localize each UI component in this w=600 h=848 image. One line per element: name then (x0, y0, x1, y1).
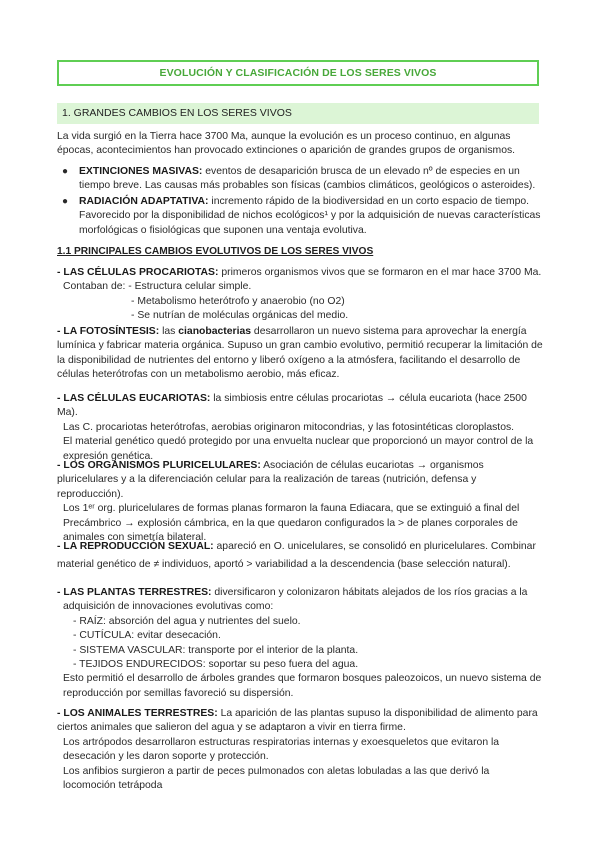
section-heading: 1. GRANDES CAMBIOS EN LOS SERES VIVOS (57, 103, 539, 124)
bullet-icon: ● (62, 166, 69, 177)
block-reproduccion: - LA REPRODUCCIÓN SEXUAL: apareció en O. unicelulares, se consolidó en pluricelulares. Combinar material genético de ≠ individuos, aportó > variabilidad a la descendencia (base selección natural). (57, 541, 536, 571)
block-pluricelulares: - LOS ORGANISMOS PLURICELULARES: Asociación de células eucariotas → organismos pluricelulares y a la diferenciación celular para la realización de tareas (nutrición, defensa y reproducción). Los 1ᵉʳ org. pluricelulares de formas planas formaron la fauna Ediacara, que se extinguió a final del Precámbrico → explosión cámbrica, en la que quedaron configurados la > de planes corporales de animales con simetría bilateral. (57, 460, 520, 544)
bullet-radiacion: ● RADIACIÓN ADAPTATIVA: incremento rápido de la biodiversidad en un corto espacio de tiempo. Favorecido por la disponibilidad de nichos ecológicos¹ y por la adquisición de nuevas características morfológicas o fisiológicas que suponen una ventaja evolutiva. (62, 196, 541, 236)
block-animales: - LOS ANIMALES TERRESTRES: La aparición de las plantas supuso la disponibilidad de alimento para ciertos animales que salieron del agua y se adaptaron a vivir en tierra firme. Los artrópodos desarrollaron estructuras respiratorias internas y exoesqueletos que evitaron la desecación y les daron soporte y protección. Los anfibios surgieron a partir de peces pulmonados con aletas lobuladas a las que derivó la locomoción tetrápoda (57, 708, 538, 792)
block-eucariotas: - LAS CÉLULAS EUCARIOTAS: la simbiosis entre células procariotas → célula eucariota (hace 2500 Ma). Las C. procariotas heterótrofas, aerobias originaron mitocondrias, y las fotosintéticas cloroplastos. El material genético quedó protegido por una envuelta nuclear que proporcionó un mayor control de la expresión genética. (57, 393, 534, 462)
block-procariotas: - LAS CÉLULAS PROCARIOTAS: primeros organismos vivos que se formaron en el mar hace 3700 Ma. Contaban de: - Estructura celular simple. - Metabolismo heterótrofo y anaerobio (no O2) - Se nutrían de moléculas orgánicas del medio. (57, 267, 542, 322)
block-plantas: - LAS PLANTAS TERRESTRES: diversificaron y colonizaron hábitats alejados de los ríos gracias a la adquisición de innovaciones evolutivas como: - RAÍZ: absorción del agua y nutrientes del suelo. - CUTÍCULA: evitar desecación. - SISTEMA VASCULAR: transporte por el interior de la planta. - TEJIDOS ENDURECIDOS: soportar su peso fuera del agua. Esto permitió el desarrollo de árboles grandes que formaron bosques paleozoicos, un nuevo sistema de reproducción por semillas favoreció su dispersión. (57, 587, 542, 699)
document-title: EVOLUCIÓN Y CLASIFICACIÓN DE LOS SERES VIVOS (57, 60, 539, 86)
bullet-icon: ● (62, 196, 69, 207)
block-fotosintesis: - LA FOTOSÍNTESIS: las cianobacterias desarrollaron un nuevo sistema para aprovechar la energía lumínica y fabricar materia orgánica. Supuso un gran cambio evolutivo, permitió recuperar la limitación de la disponibilidad de nutrientes del entorno y liberó oxígeno a la atmósfera, facilitando el desarrollo de células heterótrofas con un metabolismo aerobio, más eficaz. (57, 326, 543, 381)
bullet-extinciones: ● EXTINCIONES MASIVAS: eventos de desaparición brusca de un elevado nº de especies en un tiempo breve. Las causas más probables son físicas (cambios climáticos, geológicos o asteroides). (62, 166, 536, 192)
subsection-heading: 1.1 PRINCIPALES CAMBIOS EVOLUTIVOS DE LOS SERES VIVOS (57, 246, 374, 257)
intro-paragraph: La vida surgió en la Tierra hace 3700 Ma, aunque la evolución es un proceso continuo, en algunas épocas, acontecimientos han provocado extinciones o aparición de grandes grupos de organismos. (57, 131, 516, 157)
